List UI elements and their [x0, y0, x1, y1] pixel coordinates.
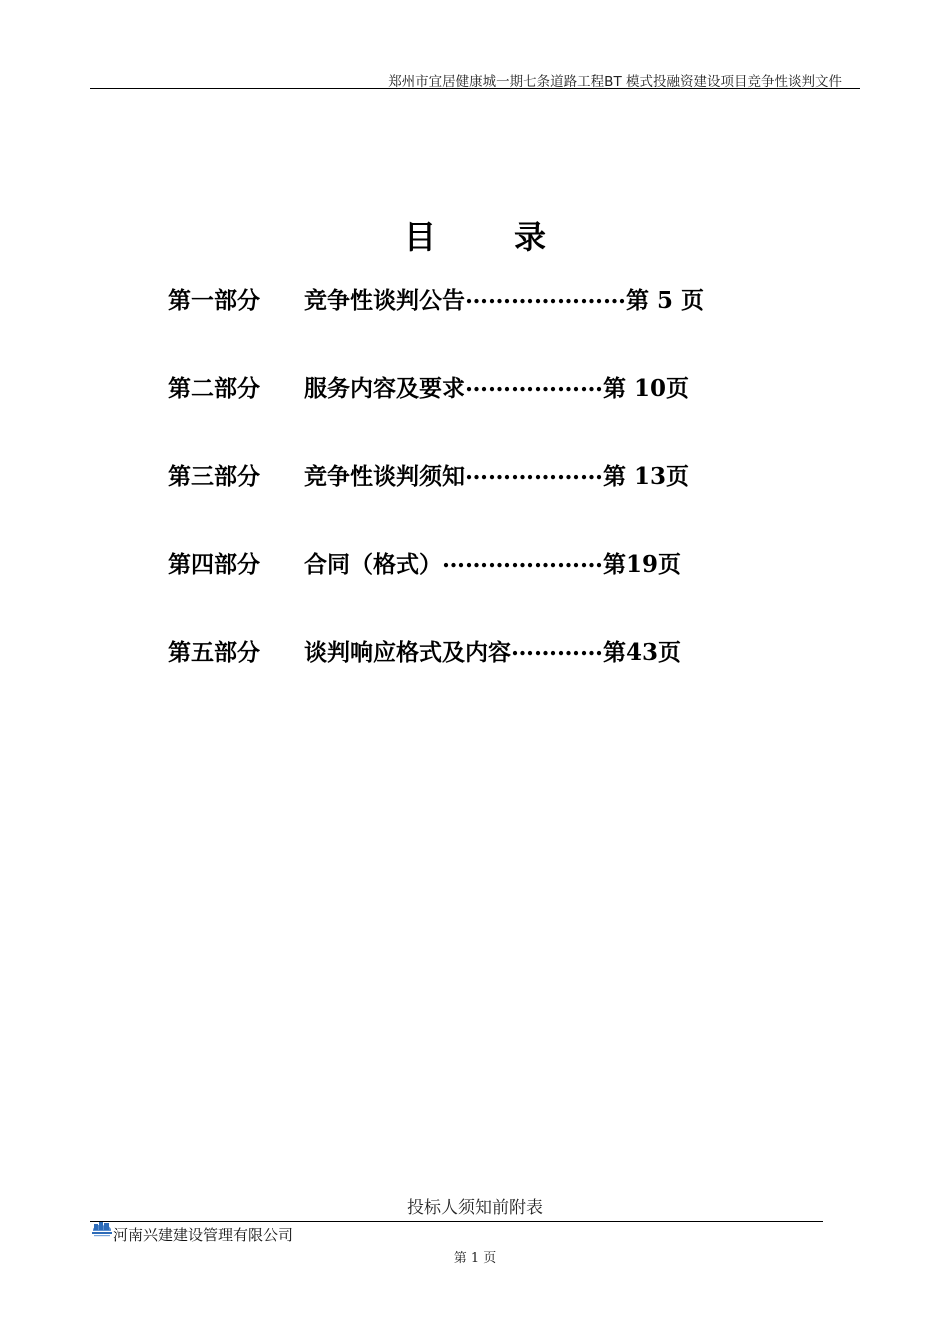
toc-entry-part: 第五部分 — [168, 639, 260, 666]
toc-title-right: 录 — [514, 218, 547, 256]
toc-title-left: 目 — [403, 218, 436, 256]
toc-entry[interactable] — [168, 370, 808, 458]
toc-entry-part: 第一部分 — [168, 287, 260, 314]
running-header-title: 郑州市宜居健康城一期七条道路工程BT 模式投融资建设项目竞争性谈判文件 — [388, 74, 842, 90]
toc-entry-part: 第四部分 — [168, 551, 260, 578]
toc-entry-leader: ………………… — [442, 546, 603, 573]
company-logo-icon — [91, 1220, 113, 1238]
footer-divider — [90, 1221, 823, 1222]
toc-title — [0, 212, 950, 258]
toc-entry-heading: 竞争性谈判须知 — [304, 463, 465, 490]
toc-entry-leader: ………… — [511, 634, 603, 661]
toc-entry-page: 第19页 — [603, 551, 682, 578]
toc-entry-heading: 竞争性谈判公告 — [304, 287, 465, 314]
toc-entry-part: 第三部分 — [168, 463, 260, 490]
toc-entry-heading: 谈判响应格式及内容 — [304, 639, 511, 666]
toc-entry-page: 第 10页 — [603, 375, 690, 402]
footer-company-name: 河南兴建建设管理有限公司 — [113, 1226, 294, 1244]
toc-entry-part: 第二部分 — [168, 375, 260, 402]
toc-entry-heading: 合同（格式） — [304, 551, 442, 578]
toc-entry-page: 第 5 页 — [626, 287, 705, 314]
toc-entry[interactable] — [168, 458, 808, 546]
page-number: 第 1 页 — [453, 1251, 497, 1266]
toc-entry-leader: ……………… — [465, 458, 603, 485]
toc-entry-leader: ………………… — [465, 282, 626, 309]
header-divider — [90, 88, 860, 89]
toc-entry[interactable] — [168, 282, 808, 370]
toc-entry-page: 第 13页 — [603, 463, 690, 490]
toc-list — [168, 282, 808, 722]
toc-entry[interactable] — [168, 634, 808, 722]
toc-entry-page: 第43页 — [603, 639, 682, 666]
toc-entry-heading: 服务内容及要求 — [304, 375, 465, 402]
toc-entry[interactable] — [168, 546, 808, 634]
footer-caption: 投标人须知前附表 — [407, 1198, 543, 1218]
toc-entry-leader: ……………… — [465, 370, 603, 397]
